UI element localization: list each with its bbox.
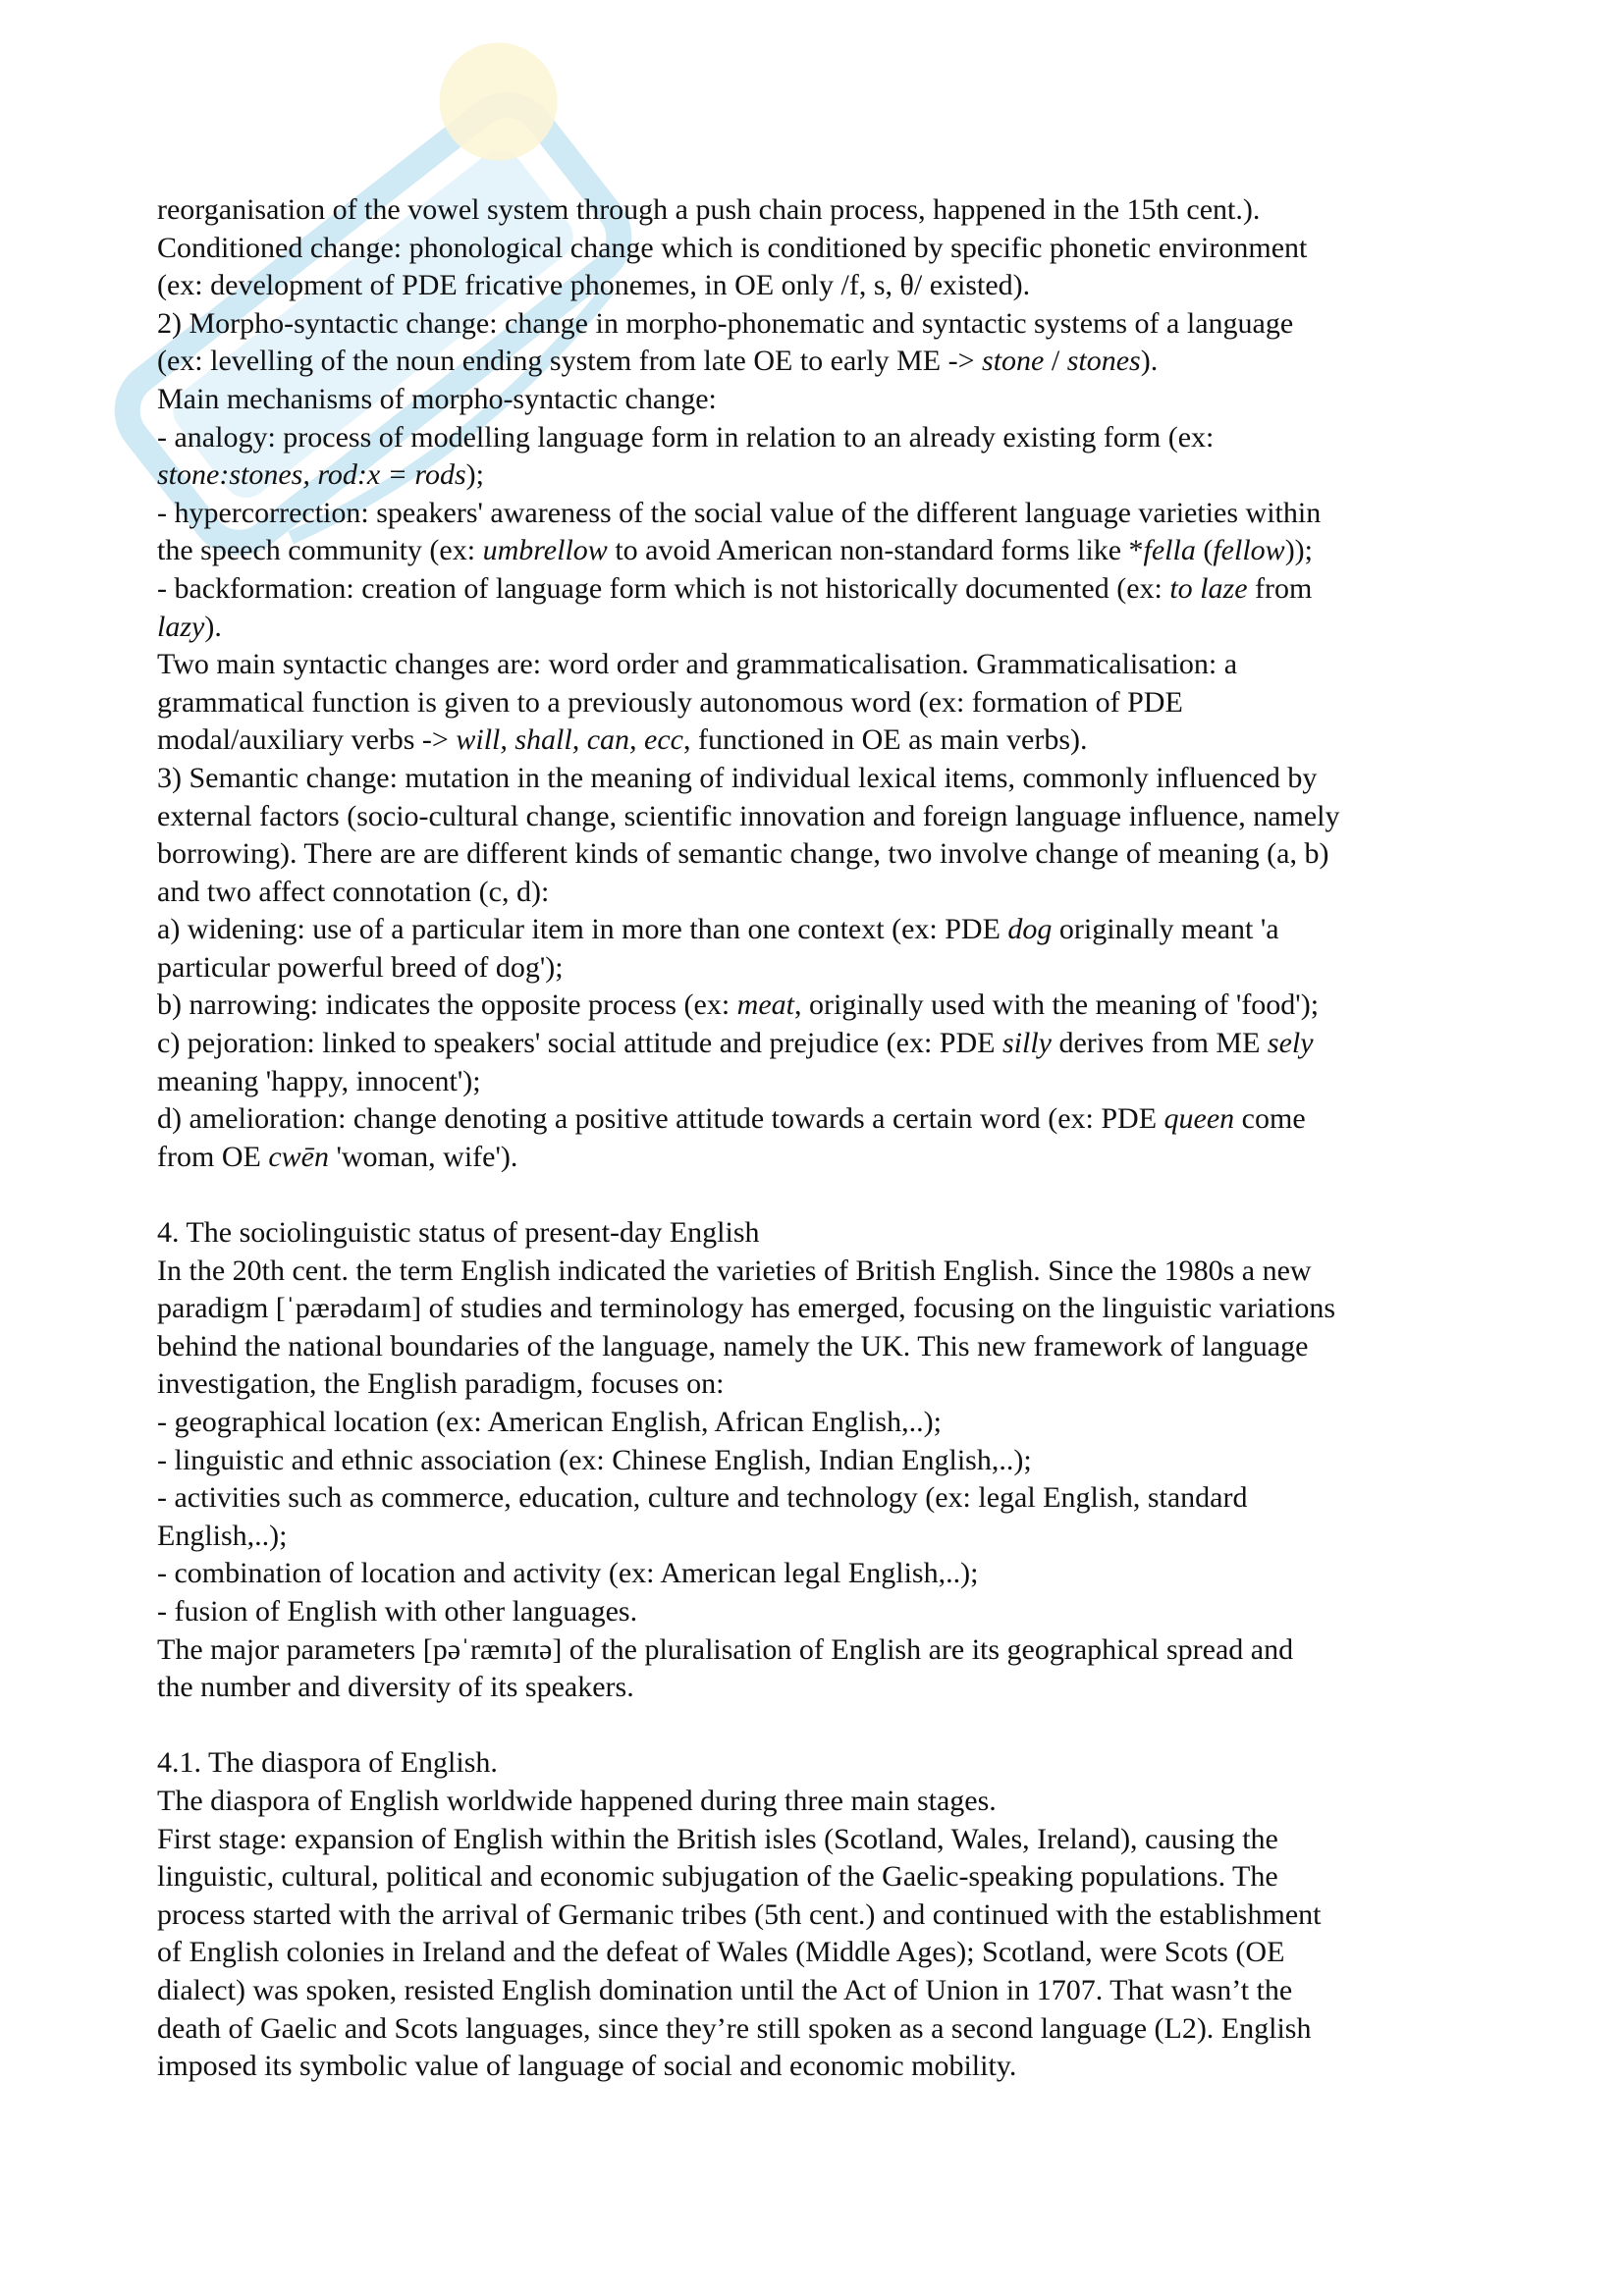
text-segment: - geographical location (ex: American English, African English,..); — [157, 1406, 942, 1438]
italic-term: stone:stones, rod:x = rods — [157, 458, 466, 492]
text-segment: Main mechanisms of morpho-syntactic change: — [157, 382, 717, 415]
italic-term: meat — [736, 988, 794, 1022]
text-line — [157, 2010, 1512, 2049]
text-segment: imposed its symbolic value of language of social and economic mobility. — [157, 2050, 1017, 2083]
document-body — [157, 191, 1512, 2086]
text-line — [157, 1100, 1512, 1139]
text-line — [157, 1934, 1512, 1972]
text-line — [157, 721, 1512, 760]
text-line — [157, 609, 1512, 647]
text-line — [157, 1744, 1512, 1783]
text-segment: linguistic, cultural, political and economic subjugation of the Gaelic-speaking populations. The — [157, 1860, 1278, 1894]
text-line — [157, 798, 1512, 836]
text-segment: reorganisation of the vowel system through a push chain process, happened in the 15th cent.). — [157, 193, 1261, 226]
text-line — [157, 1404, 1512, 1442]
text-line — [157, 495, 1512, 533]
italic-term: dog — [1007, 913, 1053, 946]
text-line — [157, 570, 1512, 609]
text-segment: In the 20th cent. the term English indicated the varieties of British English. Since the 1980s a new — [157, 1254, 1312, 1287]
text-line — [157, 419, 1512, 457]
text-line — [157, 1479, 1512, 1518]
text-line — [157, 1896, 1512, 1935]
text-line — [157, 1365, 1512, 1404]
text-segment: borrowing). There are are different kinds of semantic change, two involve change of meaning (a, b) — [157, 837, 1329, 871]
text-segment: death of Gaelic and Scots languages, since they’re still spoken as a second language (L2). English — [157, 2011, 1312, 2045]
italic-term: cwēn — [268, 1140, 329, 1173]
blank-line — [157, 1176, 1512, 1214]
italic-term: lazy — [157, 610, 205, 643]
text-line — [157, 1139, 1512, 1177]
text-line — [157, 646, 1512, 684]
text-segment: - analogy: process of modelling language form in relation to an already existing form (ex: — [157, 420, 1215, 454]
text-line — [157, 987, 1512, 1025]
text-line — [157, 267, 1512, 305]
text-segment: (ex: levelling of the noun ending system from late OE to early ME -> — [157, 345, 983, 378]
text-line — [157, 1821, 1512, 1859]
italic-term: stones — [1066, 345, 1141, 378]
text-line — [157, 1669, 1512, 1707]
text-line — [157, 835, 1512, 874]
text-segment: 4. The sociolinguistic status of present-day English — [157, 1216, 760, 1250]
text-segment: - linguistic and ethnic association (ex: Chinese English, Indian English,..); — [157, 1443, 1032, 1476]
text-line — [157, 1328, 1512, 1366]
text-line — [157, 874, 1512, 912]
text-segment: The diaspora of English worldwide happened during three main stages. — [157, 1784, 997, 1817]
text-segment: investigation, the English paradigm, focuses on: — [157, 1367, 725, 1401]
text-segment: 4.1. The diaspora of English. — [157, 1746, 498, 1780]
text-segment: - hypercorrection: speakers' awareness of the social value of the different language varieties within — [157, 496, 1322, 529]
italic-term: will, shall, can, ecc — [456, 723, 683, 757]
text-segment: 3) Semantic change: mutation in the meaning of individual lexical items, commonly influenced by — [157, 761, 1318, 794]
text-segment: Two main syntactic changes are: word order and grammaticalisation. Grammaticalisation: a — [157, 648, 1238, 681]
text-segment: modal/auxiliary verbs -> — [157, 723, 457, 757]
text-segment: The major parameters [pəˈræmɪtə] of the pluralisation of English are its geographical spread and — [157, 1632, 1294, 1666]
text-segment: 2) Morpho-syntactic change: change in morpho-phonematic and syntactic systems of a language — [157, 306, 1294, 340]
text-segment: particular powerful breed of dog'); — [157, 950, 564, 984]
text-segment: originally meant 'a — [1052, 913, 1279, 946]
text-line — [157, 684, 1512, 722]
text-line — [157, 1253, 1512, 1291]
italic-term: fella — [1143, 534, 1196, 567]
text-segment: b) narrowing: indicates the opposite process (ex: — [157, 988, 737, 1022]
text-segment: to avoid American non-standard forms like * — [607, 534, 1144, 567]
blank-line — [157, 1707, 1512, 1745]
text-segment: - combination of location and activity (ex: American legal English,..); — [157, 1557, 979, 1590]
text-line — [157, 1555, 1512, 1593]
text-line — [157, 1518, 1512, 1556]
text-segment: come — [1234, 1102, 1306, 1136]
text-line — [157, 305, 1512, 344]
text-segment: from — [1247, 571, 1313, 605]
text-line — [157, 1290, 1512, 1328]
text-line — [157, 1025, 1512, 1063]
text-line — [157, 532, 1512, 570]
text-segment: grammatical function is given to a previously autonomous word (ex: formation of PDE — [157, 685, 1183, 719]
text-segment: - activities such as commerce, education, culture and technology (ex: legal English, standard — [157, 1481, 1248, 1515]
text-segment: Conditioned change: phonological change which is conditioned by specific phonetic environment — [157, 231, 1308, 264]
text-line — [157, 1858, 1512, 1896]
text-line — [157, 1783, 1512, 1821]
text-segment: ( — [1195, 534, 1214, 567]
text-segment: (ex: development of PDE fricative phonemes, in OE only /f, s, θ/ existed). — [157, 269, 1031, 302]
italic-term: fellow — [1213, 534, 1285, 567]
text-segment: ). — [1140, 345, 1159, 378]
text-line — [157, 230, 1512, 268]
text-segment: ); — [465, 458, 484, 492]
text-segment: dialect) was spoken, resisted English domination until the Act of Union in 1707. That wasn’t the — [157, 1973, 1293, 2006]
text-segment: from OE — [157, 1140, 269, 1173]
text-segment: First stage: expansion of English within the British isles (Scotland, Wales, Ireland), causing the — [157, 1822, 1278, 1855]
text-segment: a) widening: use of a particular item in more than one context (ex: PDE — [157, 913, 1008, 946]
text-line — [157, 1063, 1512, 1101]
text-segment: external factors (socio-cultural change, scientific innovation and foreign language influence, namely — [157, 799, 1340, 832]
text-segment: the number and diversity of its speakers. — [157, 1671, 634, 1704]
italic-term: silly — [1001, 1027, 1052, 1060]
text-segment: the speech community (ex: — [157, 534, 483, 567]
text-segment: , functioned in OE as main verbs). — [682, 723, 1088, 757]
text-line — [157, 1972, 1512, 2010]
text-segment: - backformation: creation of language form which is not historically documented (ex: — [157, 571, 1170, 605]
italic-term: queen — [1163, 1102, 1235, 1136]
text-segment: English,..); — [157, 1519, 288, 1552]
text-segment: and two affect connotation (c, d): — [157, 875, 550, 908]
text-segment: )); — [1284, 534, 1314, 567]
text-segment: , originally used with the meaning of 'food'); — [794, 988, 1320, 1022]
text-line — [157, 456, 1512, 495]
italic-term: umbrellow — [482, 534, 608, 567]
text-line — [157, 381, 1512, 419]
text-segment: derives from ME — [1051, 1027, 1268, 1060]
text-segment: behind the national boundaries of the language, namely the UK. This new framework of language — [157, 1329, 1309, 1362]
text-line — [157, 1442, 1512, 1480]
text-line — [157, 2048, 1512, 2086]
text-line — [157, 1214, 1512, 1253]
text-line — [157, 911, 1512, 949]
text-segment: 'woman, wife'). — [328, 1140, 518, 1173]
text-line — [157, 949, 1512, 988]
text-line — [157, 343, 1512, 381]
text-segment: process started with the arrival of Germanic tribes (5th cent.) and continued with the establishment — [157, 1897, 1322, 1931]
text-line — [157, 1593, 1512, 1631]
text-line — [157, 191, 1512, 230]
italic-term: stone — [982, 345, 1045, 378]
text-segment: / — [1044, 345, 1067, 378]
text-segment: - fusion of English with other languages. — [157, 1594, 638, 1628]
text-line — [157, 1631, 1512, 1670]
italic-term: sely — [1267, 1027, 1314, 1060]
text-segment: c) pejoration: linked to speakers' social attitude and prejudice (ex: PDE — [157, 1027, 1002, 1060]
text-segment: paradigm [ˈpærədaɪm] of studies and terminology has emerged, focusing on the linguistic variations — [157, 1292, 1335, 1325]
italic-term: to laze — [1169, 571, 1248, 605]
text-segment: meaning 'happy, innocent'); — [157, 1064, 481, 1097]
text-segment: d) amelioration: change denoting a positive attitude towards a certain word (ex: PDE — [157, 1102, 1164, 1136]
text-segment: of English colonies in Ireland and the defeat of Wales (Middle Ages); Scotland, were Scots (OE — [157, 1936, 1285, 1969]
text-line — [157, 760, 1512, 798]
text-segment: ). — [204, 610, 222, 643]
